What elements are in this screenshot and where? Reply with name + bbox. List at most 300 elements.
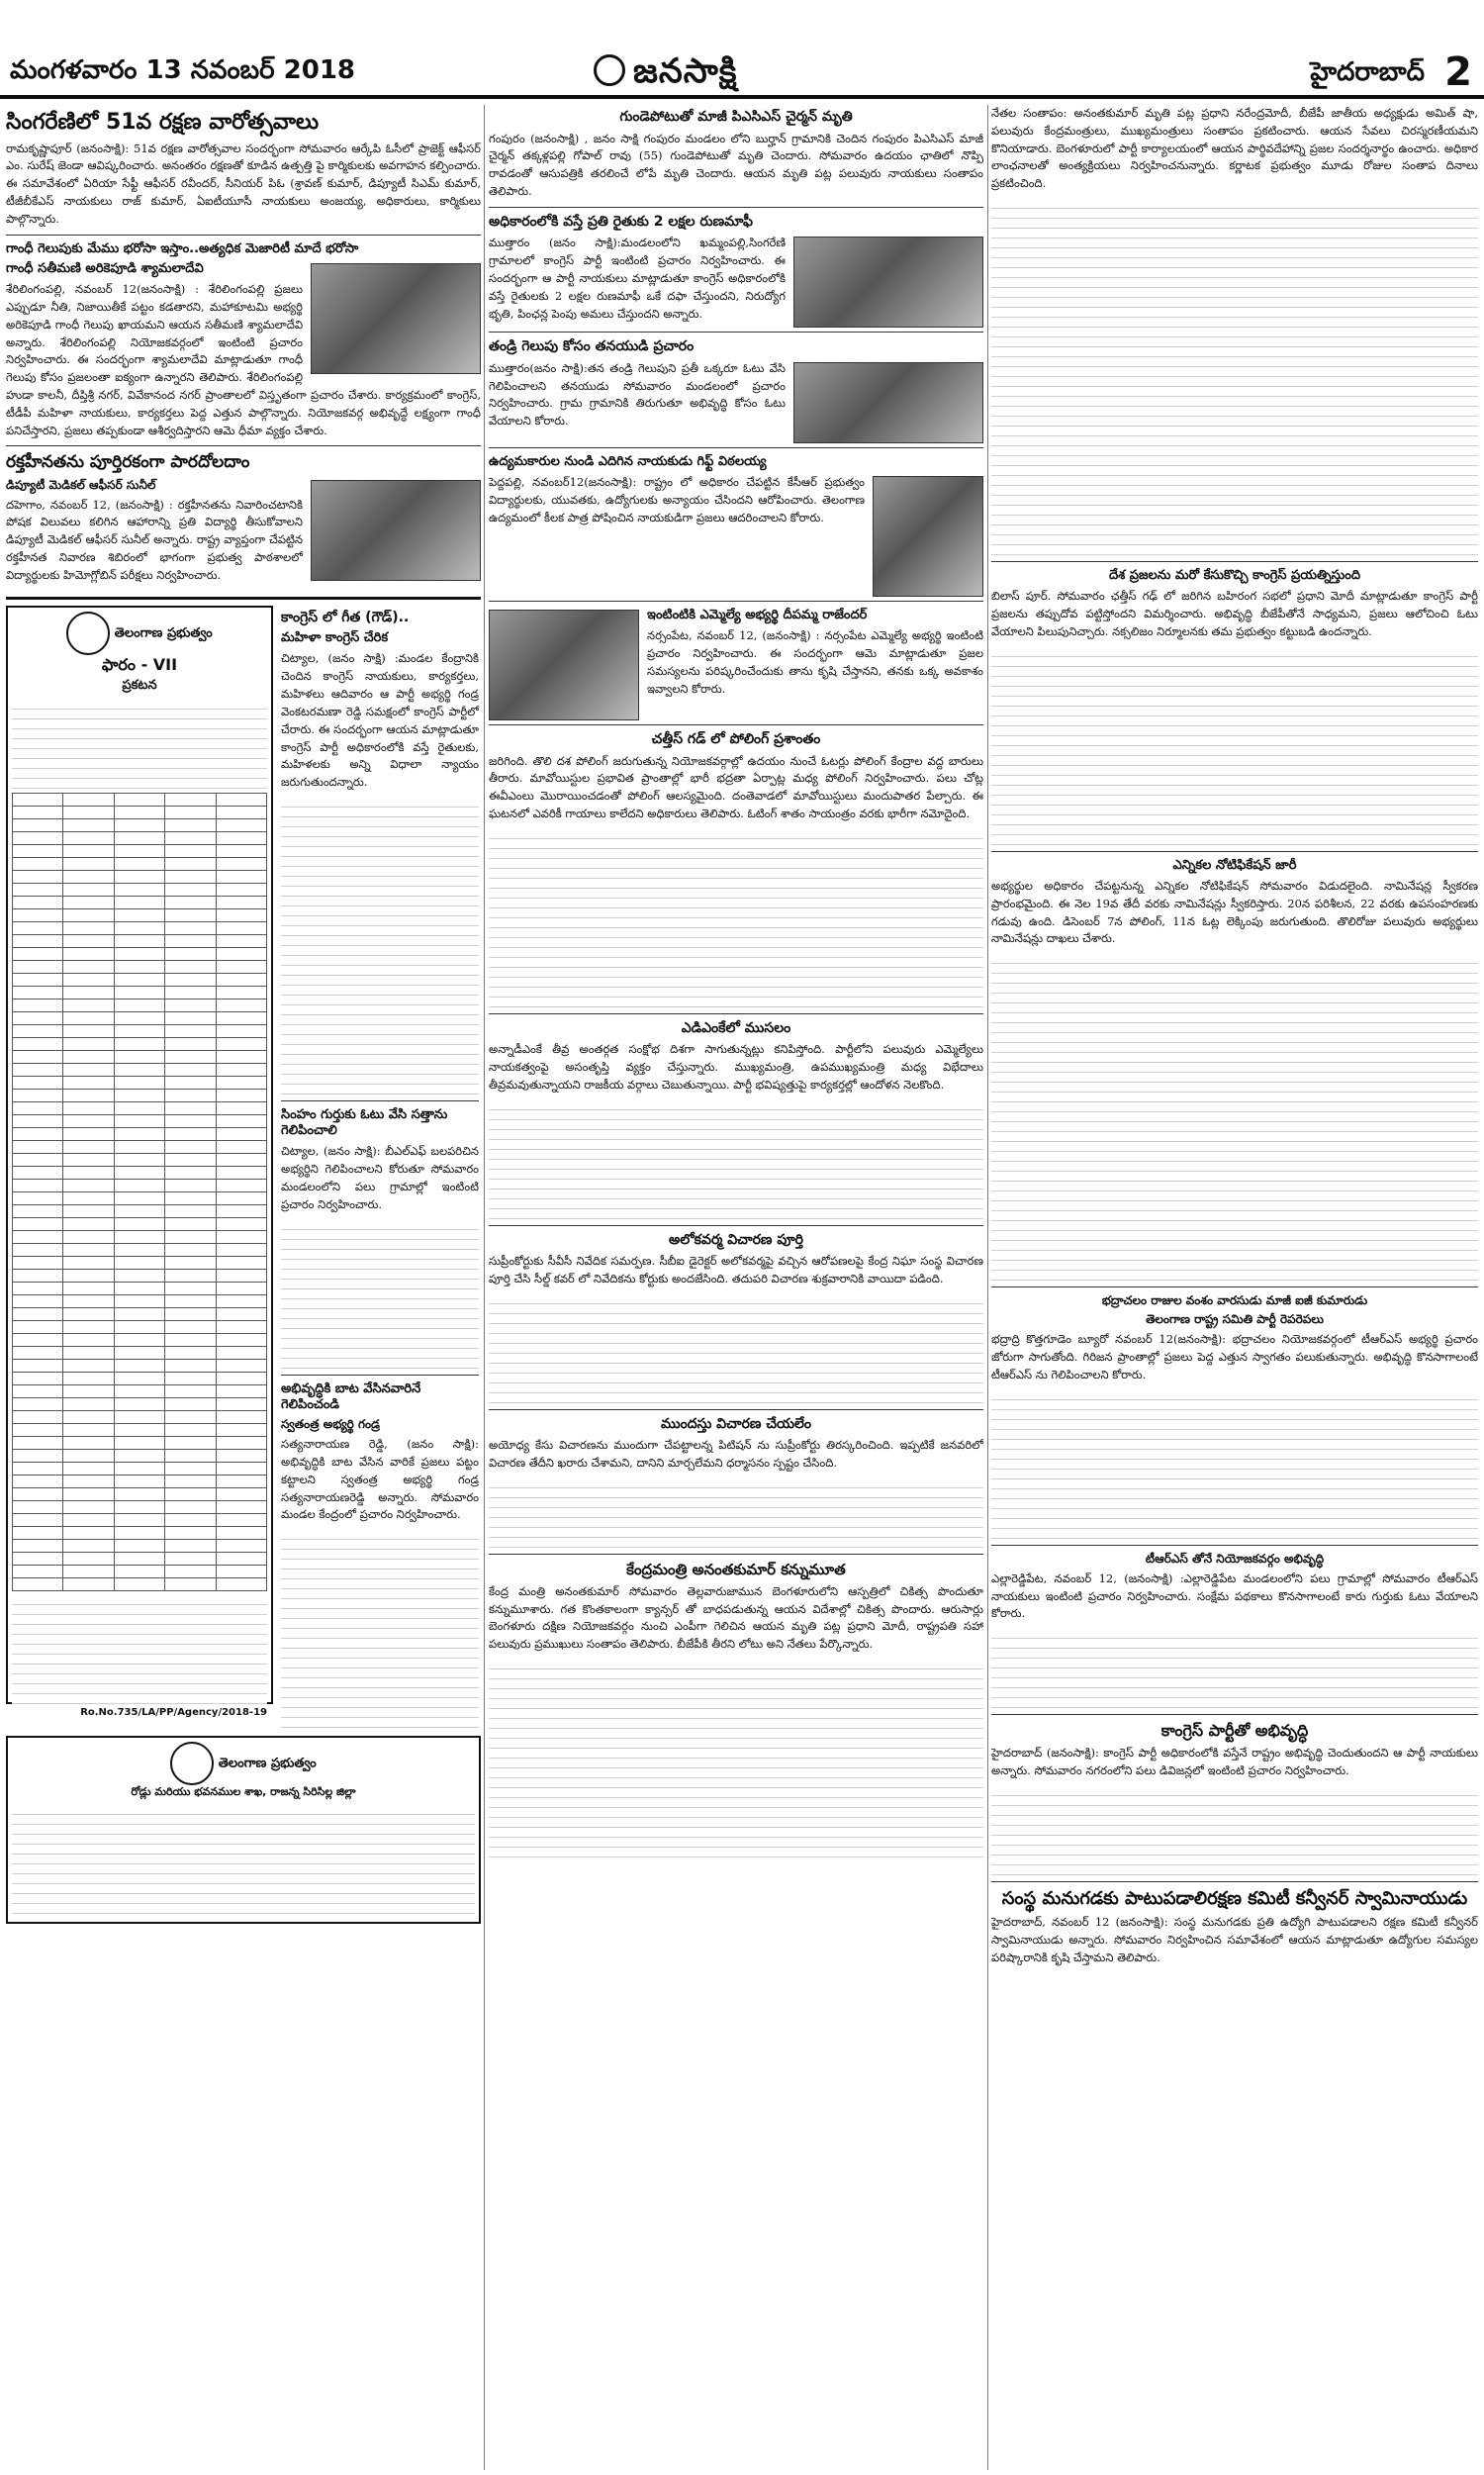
table-row (13, 883, 267, 896)
table-cell (63, 1011, 114, 1024)
article-continued (991, 954, 1478, 1281)
table-cell (114, 896, 164, 908)
table-cell (63, 1346, 114, 1359)
table-row (13, 1024, 267, 1037)
column-divider (484, 105, 485, 2470)
headline: టీఆర్ఎస్ తోనే నియోజకవర్గం అభివృద్ధి (1145, 1551, 1325, 1566)
table-cell (114, 857, 164, 870)
table-cell (13, 1269, 63, 1282)
table-cell (114, 947, 164, 960)
table-cell (216, 1475, 266, 1487)
table-cell (63, 1475, 114, 1487)
table-cell (13, 1526, 63, 1539)
column-divider (987, 105, 988, 2470)
table-cell (13, 831, 63, 844)
table-row (13, 1076, 267, 1089)
table-cell (165, 934, 216, 947)
table-cell (216, 844, 266, 857)
table-cell (216, 1204, 266, 1217)
table-cell (13, 1089, 63, 1101)
table-row (13, 1282, 267, 1294)
table-cell (165, 1346, 216, 1359)
table-cell (114, 1089, 164, 1101)
article-body: అయోధ్య కేసు విచారణను ముందుగా చేపట్టాలన్న పిటిషన్ ను సుప్రీంకోర్టు తిరస్కరించింది. ఇప్పటికే జనవరిలో విచారణ తేదీని ఖరారు చేశామని, దానిని మార్చలేమని ధర్మాసనం స్పష్టం చేసింది. (489, 1438, 983, 1471)
table-cell (114, 1166, 164, 1179)
table-cell (165, 1204, 216, 1217)
table-cell (165, 1127, 216, 1140)
table-cell (63, 1166, 114, 1179)
table-cell (13, 1372, 63, 1384)
table-row (13, 934, 267, 947)
article-body: సత్యనారాయణ రెడ్డి, (జనం సాక్షి): అభివృద్ధికి బాట వేసిన వారికే ప్రజలు పట్టం కట్టాలని స్వతంత్ర అభ్యర్థి గండ్ర సత్యనారాయణరెడ్డి అన్నారు. సోమవారం మండల కేంద్రంలో ప్రచారం నిర్వహించారు. (281, 1437, 479, 1522)
table-cell (114, 1153, 164, 1166)
table-cell (13, 1500, 63, 1513)
table-cell (165, 1475, 216, 1487)
table-cell (63, 1294, 114, 1307)
table-cell (13, 1513, 63, 1526)
table-row (13, 896, 267, 908)
table-cell (13, 1024, 63, 1037)
table-cell (165, 1320, 216, 1333)
table-row (13, 1359, 267, 1372)
headline: సింగరేణిలో 51వ రక్షణ వారోత్సవాలు (6, 110, 320, 135)
table-cell (165, 1037, 216, 1050)
table-cell (216, 1024, 266, 1037)
news-photo (793, 362, 983, 443)
table-cell (216, 1153, 266, 1166)
table-cell (216, 934, 266, 947)
table-cell (13, 1346, 63, 1359)
table-cell (63, 1333, 114, 1346)
table-cell (63, 818, 114, 831)
article-continued (489, 1478, 983, 1548)
table-row (13, 1526, 267, 1539)
table-cell (13, 1101, 63, 1114)
article-body: బిలాస్ పూర్. సోమవారం ఛత్తీస్ గఢ్ లో జరిగిన బహిరంగ సభలో ప్రధాని మోదీ మాట్లాడుతూ కాంగ్రెస్ పార్టీ ప్రజలను తప్పుదోవ పట్టిస్తోందని విమర్శించారు. అభివృద్ధి బీజేపీతోనే సాధ్యమని, ప్రజలు ఆలోచించి ఓటు వేయాలని పిలుపునిచ్చారు. నక్సలిజం నిర్మూలనకు తమ ప్రభుత్వం కట్టుబడి ఉందన్నారు. (991, 589, 1478, 638)
table-row (13, 1127, 267, 1140)
table-cell (63, 1577, 114, 1590)
table-row (13, 947, 267, 960)
article-body: ముత్తారం (జనం సాక్షి):మండలంలోని ఖమ్మంపల్లి,సింగరేణి గ్రామాలలో కాంగ్రెస్ పార్టీ ఇంటింటి ప్రచారం నిర్వహించారు. ఈ సందర్భంగా ఆ పార్టీ నాయకులు మాట్లాడుతూ కాంగ్రెస్ అధికారంలోకి వస్తే రైతులకు 2 లక్షల రుణమాఫీ ఒకే దఫా చేస్తుందని, నిరుద్యోగ భృతి, పింఛన్ల పెంపు అమలు చేస్తుందని అన్నారు. (489, 236, 786, 321)
article-continued (489, 1294, 983, 1403)
notice-ref: Ro.No.735/LA/PP/Agency/2018-19 (80, 1706, 267, 1718)
table-cell (63, 1217, 114, 1230)
table-cell (114, 1372, 164, 1384)
table-cell (216, 1500, 266, 1513)
table-cell (165, 1436, 216, 1449)
table-cell (165, 1449, 216, 1462)
headline: కాంగ్రెస్ పార్టీతో అభివృద్ధి (1160, 1721, 1309, 1741)
table-cell (165, 1089, 216, 1101)
table-cell (216, 1127, 266, 1140)
table-cell (63, 793, 114, 806)
table-cell (114, 1101, 164, 1114)
table-cell (165, 999, 216, 1011)
tender-text (12, 1805, 475, 1919)
table-cell (165, 1333, 216, 1346)
table-cell (216, 1577, 266, 1590)
table-row (13, 973, 267, 986)
table-cell (114, 883, 164, 896)
table-cell (63, 1500, 114, 1513)
table-cell (13, 1462, 63, 1475)
table-cell (13, 973, 63, 986)
article-continued (991, 1786, 1478, 1875)
table-row (13, 831, 267, 844)
table-row (13, 1513, 267, 1526)
table-cell (63, 806, 114, 818)
table-cell (114, 1011, 164, 1024)
table-cell (165, 1230, 216, 1243)
table-cell (165, 1076, 216, 1089)
table-cell (13, 1076, 63, 1089)
sub-headline: మహిళా కాంగ్రెస్ చేరిక (281, 630, 389, 646)
table-cell (63, 1359, 114, 1372)
table-cell (114, 1410, 164, 1423)
table-row (13, 1475, 267, 1487)
table-cell (216, 1243, 266, 1256)
table-row (13, 1243, 267, 1256)
headline: అధికారంలోకి వస్తే ప్రతి రైతుకు 2 లక్షల రుణమాఫీ (489, 213, 753, 230)
article-body: ముత్తారం(జనం సాక్షి):తన తండ్రి గెలుపుని ప్రతీ ఒక్కరూ ఓటు వేసి గెలిపించాలని తనయుడు సోమవారం మండలంలో ప్రచారం నిర్వహించారు. గ్రామ గ్రామానికి తిరుగుతూ అభివృద్ధి కోసం ఓటు వేయాలని కోరారు. (489, 360, 786, 428)
table-cell (216, 1346, 266, 1359)
table-cell (114, 1243, 164, 1256)
table-cell (216, 973, 266, 986)
table-cell (216, 1191, 266, 1204)
table-row (13, 960, 267, 973)
table-cell (165, 793, 216, 806)
table-row (13, 1372, 267, 1384)
table-cell (114, 1050, 164, 1063)
table-cell (165, 1552, 216, 1565)
table-row (13, 1410, 267, 1423)
table-cell (63, 1256, 114, 1269)
table-cell (165, 844, 216, 857)
table-row (13, 1436, 267, 1449)
table-cell (114, 908, 164, 921)
table-cell (114, 921, 164, 934)
table-cell (63, 921, 114, 934)
table-cell (13, 947, 63, 960)
table-cell (216, 1513, 266, 1526)
table-row (13, 1114, 267, 1127)
article-continued (489, 829, 983, 1007)
article-body: దహెగాం, నవంబర్ 12, (జనంసాక్షి) : రక్తహీనతను నివారించటానికి పోషక విలువలు కలిగిన ఆహారాన్ని ప్రతి విద్యార్థి తీసుకోవాలని డిప్యూటీ మెడికల్ ఆఫీసర్ సునీల్ అన్నారు. రాష్ట్ర వ్యాప్తంగా చేపట్టిన రక్తహీనత నివారణ శిబిరంలో భాగంగా ప్రభుత్వ పాఠశాలలో విద్యార్థులకు హిమోగ్లోబిన్ పరీక్షలు నిర్వహించారు. (6, 497, 303, 582)
article-body: శేరిలింగంపల్లి, నవంబర్ 12(జనంసాక్షి) : శేరిలింగంపల్లి ప్రజలు ఎప్పుడూ నీతి, నిజాయితీకే పట్టం కడతారని, మహాకూటమి అభ్యర్థి అరికెపూడి గాంధీ గెలుపు ఖాయమని ఆయన సతీమణి శ్యామలాదేవి అన్నారు. శేరిలింగంపల్లి నియోజకవర్గంలో ఇంటింటి ప్రచారం నిర్వహించారు. ఈ సందర్భంగా శ్యామలాదేవి మాట్లాడుతూ గాంధీ గెలుపు కోసం ప్రజలంతా ఐక్యంగా ఉన్నారని తెలిపారు. శేరిలింగంపల్లి హుడా కాలనీ, దీప్తిశ్రీ నగర్, వివేకానంద నగర్ ప్రాంతాలలో విస్తృతంగా ప్రచారం చేశారు. కార్యక్రమంలో కాంగ్రెస్, టీడీపీ మహిళా నాయకులు, కార్యకర్తలు పెద్ద ఎత్తున పాల్గొన్నారు. నియోజకవర్గ అభివృద్ధే లక్ష్యంగా గాంధీ పనిచేస్తారని, ప్రజలు తప్పకుండా ఆశీర్వదిస్తారని ఆమె ధీమా వ్యక్తం చేశారు. (6, 282, 481, 437)
table-cell (165, 1243, 216, 1256)
table-cell (13, 1539, 63, 1552)
table-cell (114, 1256, 164, 1269)
table-cell (165, 1179, 216, 1191)
table-cell (13, 1565, 63, 1577)
table-cell (114, 1204, 164, 1217)
side-articles (281, 606, 479, 1729)
table-cell (165, 1217, 216, 1230)
notice-govt: తెలంగాణ ప్రభుత్వం (114, 625, 213, 641)
table-cell (216, 1050, 266, 1063)
table-cell (165, 857, 216, 870)
table-cell (63, 1552, 114, 1565)
table-cell (13, 1577, 63, 1590)
portrait-photo (489, 610, 639, 720)
table-cell (114, 1359, 164, 1372)
column-left (6, 105, 481, 1924)
table-cell (63, 1114, 114, 1127)
table-cell (13, 1333, 63, 1346)
table-cell (165, 947, 216, 960)
table-cell (114, 1191, 164, 1204)
table-cell (114, 870, 164, 883)
table-cell (216, 870, 266, 883)
table-row (13, 1307, 267, 1320)
table-cell (216, 986, 266, 999)
table-cell (216, 1179, 266, 1191)
table-cell (13, 1475, 63, 1487)
table-cell (216, 1462, 266, 1475)
table-row (13, 1397, 267, 1410)
table-cell (165, 896, 216, 908)
table-cell (216, 1539, 266, 1552)
table-row (13, 793, 267, 806)
table-cell (165, 908, 216, 921)
table-cell (165, 831, 216, 844)
table-row (13, 1346, 267, 1359)
table-cell (216, 1487, 266, 1500)
table-row (13, 1179, 267, 1191)
table-cell (114, 1346, 164, 1359)
table-cell (165, 1063, 216, 1076)
table-cell (63, 1024, 114, 1037)
table-cell (114, 1577, 164, 1590)
article-continued (991, 1629, 1478, 1708)
headline: అభివృద్ధికి బాట వేసినవారినే గెలిపించండి (281, 1380, 421, 1412)
table-cell (114, 1539, 164, 1552)
table-cell (114, 1294, 164, 1307)
table-row (13, 1063, 267, 1076)
article-continued (991, 647, 1478, 845)
table-cell (13, 1140, 63, 1153)
table-cell (216, 1114, 266, 1127)
table-row (13, 857, 267, 870)
table-cell (216, 831, 266, 844)
article-continued (281, 1220, 479, 1369)
table-cell (165, 1487, 216, 1500)
table-cell (216, 1230, 266, 1243)
table-cell (114, 1037, 164, 1050)
article-continued (991, 199, 1478, 555)
table-cell (216, 1526, 266, 1539)
table-cell (63, 1050, 114, 1063)
table-cell (13, 934, 63, 947)
table-cell (216, 947, 266, 960)
table-cell (63, 973, 114, 986)
article-body: భద్రాద్రి కొత్తగూడెం బ్యూరో నవంబర్ 12(జనంసాక్షి): భద్రాచలం నియోజకవర్గంలో టీఆర్ఎస్ అభ్యర్థి ప్రచారం జోరుగా సాగుతోంది. గిరిజన ప్రాంతాల్లో ప్రజలు పెద్ద ఎత్తున స్వాగతం పలుకుతున్నారు. అభివృద్ధి కొనసాగాలంటే టీఆర్ఎస్ ను గెలిపించాలని కోరారు. (991, 1332, 1478, 1381)
table-cell (216, 1333, 266, 1346)
table-cell (114, 1475, 164, 1487)
table-cell (114, 1487, 164, 1500)
headline: తండ్రి గెలుపు కోసం తనయుడి ప్రచారం (489, 338, 695, 355)
table-cell (216, 818, 266, 831)
table-cell (63, 1204, 114, 1217)
table-cell (13, 1282, 63, 1294)
table-cell (165, 1526, 216, 1539)
article-body: హైదరాబాద్ (జనంసాక్షి): కాంగ్రెస్ పార్టీ అధికారంలోకి వస్తేనే రాష్ట్రం అభివృద్ధి చెందుతుందని ఆ పార్టీ నాయకులు అన్నారు. సోమవారం నగరంలోని పలు డివిజన్లలో ఇంటింటి ప్రచారం నిర్వహించారు. (991, 1746, 1478, 1777)
table-cell (216, 896, 266, 908)
table-cell (13, 908, 63, 921)
table-cell (114, 1333, 164, 1346)
table-row (13, 921, 267, 934)
table-cell (63, 947, 114, 960)
article-body: నేతల సంతాపం: అనంతకుమార్ మృతి పట్ల ప్రధాని నరేంద్రమోదీ, బీజేపీ జాతీయ అధ్యక్షుడు అమిత్ షా, పలువురు కేంద్రమంత్రులు, ముఖ్యమంత్రులు సంతాపం ప్రకటించారు. ఆయన సేవలు చిరస్మరణీయమని కొనియాడారు. బెంగళూరులో పార్టీ కార్యాలయంలో ఆయన పార్థివదేహాన్ని ప్రజల సందర్శనార్థం ఉంచారు. అధికార లాంఛనాలతో అంత్యక్రియలు నిర్వహించనున్నారు. కర్ణాటక ప్రభుత్వం మూడు రోజుల సంతాప దినాలు ప్రకటించింది. (991, 106, 1478, 191)
table-cell (63, 1230, 114, 1243)
table-cell (114, 1063, 164, 1076)
table-cell (114, 1526, 164, 1539)
table-cell (165, 1256, 216, 1269)
notice-footer (12, 1595, 267, 1704)
table-cell (13, 1552, 63, 1565)
table-cell (216, 793, 266, 806)
table-cell (165, 883, 216, 896)
table-cell (13, 921, 63, 934)
table-cell (13, 1230, 63, 1243)
table-row (13, 908, 267, 921)
article-body: నర్సంపేట, నవంబర్ 12, (జనంసాక్షి) : నర్సంపేట ఎమ్మెల్యే అభ్యర్థి ఇంటింటి ప్రచారం నిర్వహించారు. ఈ సందర్భంగా ఆమె మాట్లాడుతూ ప్రజల సమస్యలను పరిష్కరించేందుకు తాను కృషి చేస్తానని, తనకు ఒక్క అవకాశం ఇవ్వాలని కోరారు. (647, 628, 983, 696)
table-cell (63, 1320, 114, 1333)
table-row (13, 1166, 267, 1179)
table-cell (216, 1372, 266, 1384)
table-cell (63, 1179, 114, 1191)
table-row (13, 1037, 267, 1050)
table-cell (165, 1114, 216, 1127)
table-cell (114, 1552, 164, 1565)
table-cell (63, 1449, 114, 1462)
table-row (13, 1050, 267, 1063)
table-cell (165, 1050, 216, 1063)
table-cell (63, 1140, 114, 1153)
article-body: అభ్యర్థుల అధికారం చేపట్టనున్న ఎన్నికల నోటిఫికేషన్ సోమవారం విడుదలైంది. నామినేషన్ల స్వీకరణ ప్రారంభమైంది. ఈ నెల 19వ తేదీ వరకు నామినేషన్లు స్వీకరిస్తారు. 20న పరిశీలన, 22 వరకు ఉపసంహరణకు గడువు ఉంది. డిసెంబర్ 7న పోలింగ్, 11న ఓట్ల లెక్కింపు జరుగుతుంది. తొలిరోజు పలువురు అభ్యర్థులు నామినేషన్లు దాఖలు చేశారు. (991, 879, 1478, 946)
news-photo (311, 480, 481, 581)
table-cell (13, 1436, 63, 1449)
article-body: ఎల్లారెడ్డిపేట, నవంబర్ 12, (జనంసాక్షి) :ఎల్లారెడ్డిపేట మండలంలోని పలు గ్రామాల్లో సోమవారం టీఆర్ఎస్ నాయకులు ఇంటింటి ప్రచారం నిర్వహించారు. సంక్షేమ పథకాలు కొనసాగాలంటే కారు గుర్తుకు ఓటు వేయాలని కోరారు. (991, 1571, 1478, 1621)
table-cell (13, 1294, 63, 1307)
table-cell (13, 1217, 63, 1230)
table-cell (165, 1101, 216, 1114)
table-row (13, 986, 267, 999)
article-body: పెద్దపల్లి, నవంబర్12(జనంసాక్షి): రాష్ట్రం లో అధికారం చేపట్టిన కేసీఆర్ ప్రభుత్వం విద్యార్థులకు, యువతకు, ఉద్యోగులకు అన్యాయం చేసిందని ఆరోపించారు. తెలంగాణ ఉద్యమంలో కీలక పాత్ర పోషించిన నాయకుడిగా ప్రజలు ఆదరించాలని కోరారు. (489, 475, 865, 524)
table-cell (63, 1101, 114, 1114)
table-cell (13, 1423, 63, 1436)
table-row (13, 1577, 267, 1590)
table-cell (165, 1024, 216, 1037)
table-cell (114, 1397, 164, 1410)
table-cell (114, 806, 164, 818)
sub-headline: స్వతంత్ర అభ్యర్థి గండ్ర (281, 1417, 380, 1432)
table-cell (13, 1320, 63, 1333)
table-cell (165, 1307, 216, 1320)
logo-emblem-icon (594, 54, 625, 86)
table-cell (216, 1410, 266, 1423)
table-cell (216, 1423, 266, 1436)
table-cell (13, 1243, 63, 1256)
masthead (0, 0, 1484, 99)
headline: ఇంటింటికి ఎమ్మెల్యే అభ్యర్థి దీపమ్మ రాజేందర్ (647, 608, 868, 622)
table-row (13, 1101, 267, 1114)
table-cell (114, 986, 164, 999)
table-cell (165, 1359, 216, 1372)
table-cell (216, 1063, 266, 1076)
table-cell (114, 1320, 164, 1333)
table-cell (13, 1191, 63, 1204)
table-cell (216, 1089, 266, 1101)
table-cell (216, 1436, 266, 1449)
table-cell (216, 1384, 266, 1397)
table-cell (63, 1384, 114, 1397)
table-cell (165, 1294, 216, 1307)
table-cell (13, 870, 63, 883)
table-cell (114, 1024, 164, 1037)
table-cell (63, 1076, 114, 1089)
portrait-photo (873, 476, 983, 597)
table-cell (13, 1063, 63, 1076)
table-cell (216, 1037, 266, 1050)
table-row (13, 1333, 267, 1346)
table-cell (13, 999, 63, 1011)
table-cell (216, 806, 266, 818)
table-cell (114, 1269, 164, 1282)
table-cell (63, 1513, 114, 1526)
page-number: 2 (1444, 49, 1472, 95)
tender-dept: రోడ్లు మరియు భవనముల శాఖ, రాజన్న సిరిసిల్ల జిల్లా (131, 1785, 356, 1799)
tender-notice (6, 1736, 481, 1924)
article-continued (489, 1660, 983, 1857)
table-cell (114, 1114, 164, 1127)
notice-title: ప్రకటన (122, 677, 157, 693)
table-cell (13, 1179, 63, 1191)
table-cell (13, 793, 63, 806)
table-cell (114, 1217, 164, 1230)
table-cell (63, 1269, 114, 1282)
table-cell (216, 857, 266, 870)
table-cell (63, 1397, 114, 1410)
table-cell (216, 1552, 266, 1565)
table-cell (114, 1282, 164, 1294)
table-cell (165, 973, 216, 986)
table-row (13, 1230, 267, 1243)
table-cell (13, 1307, 63, 1320)
table-cell (216, 1449, 266, 1462)
table-cell (165, 1384, 216, 1397)
table-row (13, 1449, 267, 1462)
tender-govt: తెలంగాణ ప్రభుత్వం (218, 1756, 317, 1771)
table-cell (165, 1191, 216, 1204)
table-cell (114, 999, 164, 1011)
table-cell (13, 1256, 63, 1269)
table-cell (13, 844, 63, 857)
table-cell (165, 1166, 216, 1179)
sub-headline: డిప్యూటీ మెడికల్ ఆఫీసర్ సునీల్ (6, 477, 156, 492)
table-cell (63, 896, 114, 908)
table-cell (216, 960, 266, 973)
notice-text (12, 700, 267, 789)
article-body: అన్నాడీఎంకే తీవ్ర అంతర్గత సంక్షోభ దిశగా సాగుతున్నట్లు కనిపిస్తోంది. పార్టీలోని పలువురు ఎమ్మెల్యేలు నాయకత్వంపై అసంతృప్తి వ్యక్తం చేస్తున్నారు. ముఖ్యమంత్రి, ఉపముఖ్యమంత్రి మధ్య విభేదాలు తీవ్రమవుతున్నాయని రాజకీయ వర్గాలు చెబుతున్నాయి. పార్టీ భవిష్యత్తుపై కార్యకర్తల్లో ఆందోళన నెలకొంది. (489, 1042, 983, 1092)
headline: దేశ ప్రజలను మరో కేసుకొచ్చి కాంగ్రెస్ ప్రయత్నిస్తుంది (1108, 568, 1361, 584)
table-cell (63, 1282, 114, 1294)
table-row (13, 844, 267, 857)
table-cell (165, 1462, 216, 1475)
article-body: హైదరాబాద్, నవంబర్ 12 (జనంసాక్షి): సంస్థ మనుగడకు ప్రతి ఉద్యోగి పాటుపడాలని రక్షణ కమిటీ కన్వీనర్ స్వామినాయుడు అన్నారు. సోమవారం నిర్వహించిన సమావేశంలో ఆయన మాట్లాడుతూ ఉద్యోగుల సమస్యల పరిష్కారానికి కృషి చేస్తామని తెలిపారు. (991, 1915, 1478, 1964)
table-cell (216, 908, 266, 921)
article-body: సుప్రీంకోర్టుకు సీవీసీ నివేదిక సమర్పణ. సీబీఐ డైరెక్టర్ అలోకవర్మపై వచ్చిన ఆరోపణలపై కేంద్ర నిఘా సంస్థ విచారణ పూర్తి చేసి సీల్డ్ కవర్ లో నివేదికను కోర్టుకు అందజేసింది. తదుపరి విచారణ శుక్రవారానికి వాయిదా పడింది. (489, 1254, 983, 1285)
